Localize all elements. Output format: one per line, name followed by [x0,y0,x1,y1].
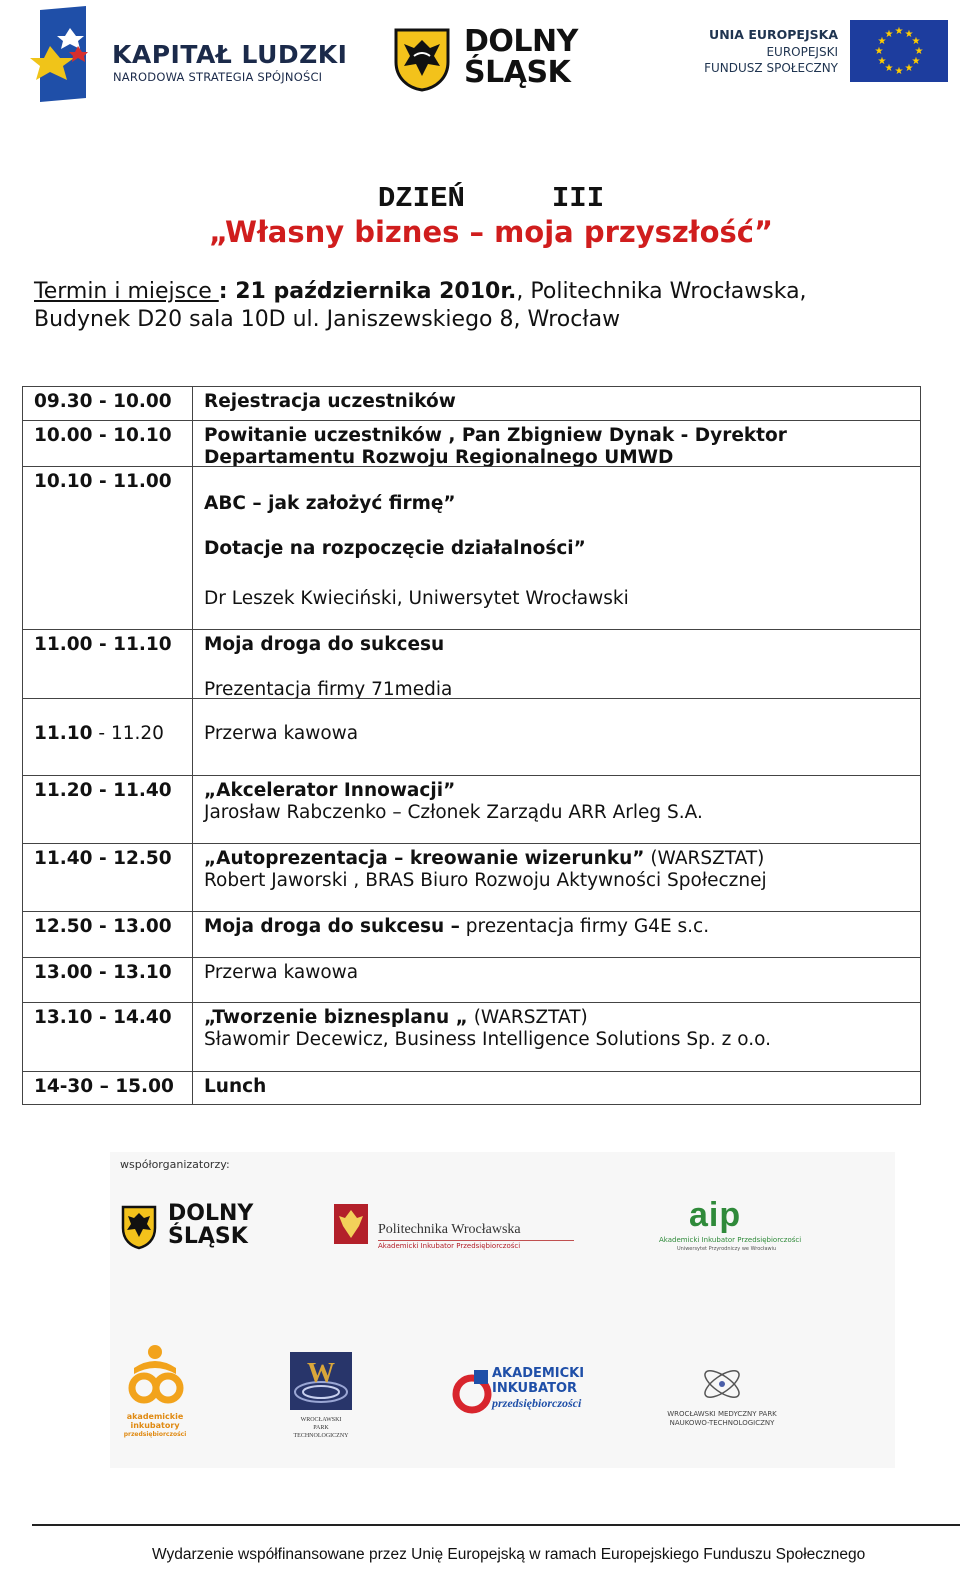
sponsor-ds-line2: ŚLĄSK [168,1224,248,1249]
venue-place-1: , Politechnika Wrocławska, [516,279,807,304]
schedule-time-start: 11.10 [34,723,93,744]
schedule-row [23,957,920,1002]
eu-flag-icon [850,20,948,82]
eu-line1: UNIA EUROPEJSKA [709,27,838,42]
schedule-time: 11.40 - 12.50 [23,844,193,911]
schedule-title: „Akcelerator Innowacji” [204,780,456,801]
aki-text [492,1366,584,1411]
svg-text:★: ★ [911,36,921,47]
schedule-title: Lunch [204,1076,267,1097]
wpt-line2: PARK [313,1425,329,1431]
schedule-row [23,775,920,843]
wpt-emblem-icon [290,1352,352,1410]
wmp-line1: WROCŁAWSKI MEDYCZNY PARK [667,1410,777,1418]
schedule-title-continued: Departamentu Rozwoju Regionalnego UMWD [204,447,674,468]
schedule-title: Moja droga do sukcesu [204,634,445,655]
sponsor-politechnika-logo [332,1200,577,1256]
dolny-slask-shield-icon [392,26,452,92]
wpt-line1: WROCŁAWSKI [300,1417,342,1423]
aki-line1: AKADEMICKI [492,1366,585,1381]
schedule-description [193,912,920,957]
schedule-note: (WARSZTAT) [467,1007,588,1028]
kapital-ludzki-title: KAPITAŁ LUDZKI [112,40,348,69]
svg-text:★: ★ [884,63,894,74]
venue-place-2: Budynek D20 sala 10D ul. Janiszewskiego 8, Wrocław [34,307,621,332]
aip-mark: aip [689,1196,742,1234]
schedule-description [193,844,920,911]
svg-text:★: ★ [904,29,914,40]
schedule-row [23,466,920,629]
sponsor-aki-logo [452,1364,585,1424]
wmp-line2: NAUKOWO-TECHNOLOGICZNY [669,1419,775,1427]
kapital-ludzki-logo [30,6,348,106]
schedule-description [193,387,920,420]
schedule-description [193,421,920,466]
sponsor-aip-logo [655,1196,802,1256]
schedule-table [22,386,921,1105]
svg-text:★: ★ [914,46,924,57]
schedule-row [23,911,920,957]
schedule-row [23,698,920,775]
aki-line2: INKUBATOR [492,1381,578,1396]
dolny-slask-line2: ŚLĄSK [464,55,571,90]
schedule-row [23,420,920,466]
aip-sub2: Uniwersytet Przyrodniczy we Wrocławiu [677,1246,777,1252]
sponsor-dolny-slask-text [168,1202,253,1248]
schedule-description [193,699,920,775]
schedule-row [23,1002,920,1071]
schedule-speaker: Dr Leszek Kwieciński, Uniwersytet Wrocławski [204,588,629,609]
wpt-line3: TECHNOLOGICZNY [293,1433,349,1439]
venue-label: Termin i miejsce [34,279,219,304]
day-heading: DZIEŃ III [377,182,605,215]
schedule-title: Moja droga do sukcesu – [204,916,460,937]
schedule-time: 11.20 - 11.40 [23,776,193,843]
schedule-title: „Autoprezentacja – kreowanie wizerunku” [204,848,645,869]
schedule-row [23,843,920,911]
schedule-row [23,387,920,420]
sponsor-dolny-slask-logo [120,1202,260,1252]
schedule-row [23,629,920,698]
politechnika-rule [378,1240,574,1241]
dolny-slask-logo [392,24,602,94]
venue-date: : 21 października 2010r. [218,279,517,304]
footer-text: Wydarzenie współfinansowane przez Unię Europejską w ramach Europejskiego Funduszu Społecznego [152,1546,866,1563]
schedule-title: „Tworzenie biznesplanu „ [204,1007,468,1028]
politechnika-sub: Akademicki Inkubator Przedsiębiorczości [378,1242,521,1250]
schedule-time [23,699,193,775]
svg-text:★: ★ [877,56,887,67]
politechnika-crest-icon [332,1202,370,1248]
sponsor-akademickie-inkubatory-logo [120,1342,190,1442]
svg-text:★: ★ [894,26,904,37]
schedule-description [193,467,920,629]
schedule-time: 13.10 - 14.40 [23,1003,193,1071]
akademickie-inkubatory-icon [124,1342,186,1410]
schedule-description [193,958,920,1002]
akademickie-inkubatory-text [120,1412,190,1439]
schedule-time: 13.00 - 13.10 [23,958,193,1002]
svg-text:★: ★ [874,46,884,57]
schedule-title-2: Dotacje na rozpoczęcie działalności” [204,538,586,559]
sponsor-wpt-logo [288,1352,354,1452]
schedule-time: 14-30 – 15.00 [23,1072,193,1104]
schedule-note: prezentacja firmy G4E s.c. [459,916,710,937]
wmp-text [656,1410,788,1428]
dolny-slask-line1: DOLNY [464,24,578,59]
schedule-description [193,1003,920,1071]
schedule-title: Rejestracja uczestników [204,391,456,412]
co-organizers-label: współorganizatorzy: [120,1158,230,1171]
schedule-speaker: Sławomir Decewicz, Business Intelligence Solutions Sp. z o.o. [204,1029,771,1050]
schedule-description [193,776,920,843]
schedule-time: 09.30 - 10.00 [23,387,193,420]
schedule-speaker: Jarosław Rabczenko – Członek Zarządu ARR Arleg S.A. [204,802,703,823]
wpt-text [288,1416,354,1440]
svg-text:★: ★ [894,66,904,77]
schedule-description [193,1072,920,1104]
dolny-slask-wordmark [464,26,578,88]
schedule-title: ABC – jak założyć firmę” [204,493,456,514]
ai-line2: inkubatory [130,1421,180,1430]
co-organizers-panel [110,1152,895,1468]
aki-emblem-icon [452,1368,492,1418]
sponsor-ds-line1: DOLNY [168,1201,254,1226]
schedule-description [193,630,920,698]
dolny-slask-small-shield-icon [120,1204,158,1250]
aip-sub1: Akademicki Inkubator Przedsiębiorczości [659,1236,802,1244]
schedule-title: Przerwa kawowa [204,723,359,744]
event-subtitle: „Własny biznes – moja przyszłość” [208,215,773,249]
wmp-atom-icon [699,1362,745,1406]
venue-info [34,278,807,334]
sponsor-wmp-logo [656,1362,788,1432]
schedule-note: (WARSZTAT) [644,848,765,869]
schedule-title: Przerwa kawowa [204,962,359,983]
wpt-letter: W [307,1358,335,1389]
schedule-speaker: Prezentacja firmy 71media [204,679,453,700]
aki-line3: przedsiębiorczości [492,1396,582,1410]
footer-rule [32,1524,960,1526]
eu-line2: EUROPEJSKI [766,45,838,59]
schedule-time: 10.10 - 11.00 [23,467,193,629]
eu-logo [700,20,950,86]
kapital-ludzki-subtitle: NARODOWA STRATEGIA SPÓJNOŚCI [113,70,323,84]
ai-line1: akademickie [126,1412,184,1421]
schedule-time: 12.50 - 13.00 [23,912,193,957]
schedule-time: 11.00 - 11.10 [23,630,193,698]
ai-line3: przedsiębiorczości [123,1431,187,1438]
svg-text:★: ★ [904,63,914,74]
kapital-ludzki-emblem-icon [30,6,110,106]
schedule-title: Powitanie uczestników , Pan Zbigniew Dynak - Dyrektor [204,425,787,446]
schedule-time: 10.00 - 10.10 [23,421,193,466]
politechnika-name: Politechnika Wrocławska [378,1222,521,1237]
eu-line3: FUNDUSZ SPOŁECZNY [704,61,838,75]
schedule-row [23,1071,920,1104]
svg-text:★: ★ [911,56,921,67]
svg-text:★: ★ [877,36,887,47]
schedule-speaker: Robert Jaworski , BRAS Biuro Rozwoju Aktywności Społecznej [204,870,767,891]
svg-text:★: ★ [884,29,894,40]
schedule-time-end: - 11.20 [92,723,164,744]
